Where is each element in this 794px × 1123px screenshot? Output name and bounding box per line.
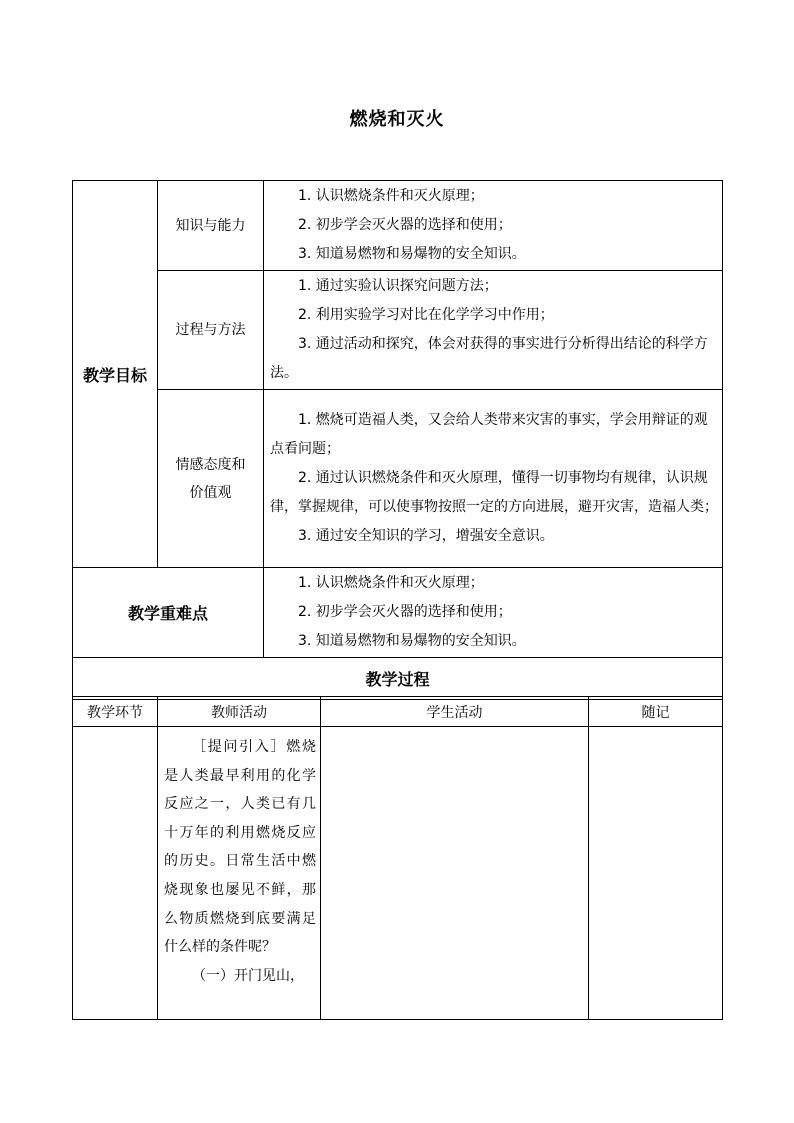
stage-cell bbox=[73, 727, 158, 1020]
list-item: 1. 燃烧可造福人类，又会给人类带来灾害的事实，学会用辩证的观点看问题； bbox=[270, 412, 708, 457]
document-title: 燃烧和灭火 bbox=[349, 109, 445, 130]
list-item: 2. 初步学会灭火器的选择和使用； bbox=[298, 604, 512, 620]
list-item: 1. 认识燃烧条件和灭火原理； bbox=[298, 575, 484, 591]
keypoints-items bbox=[264, 568, 723, 658]
student-activity-cell bbox=[321, 727, 589, 1020]
list-item: 2. 通过认识燃烧条件和灭火原理，懂得一切事物均有规律，认识规律，掌握规律，可以使事物按照一定的方向进展，避开灾害，造福人类； bbox=[270, 470, 718, 515]
list-item: 3. 通过安全知识的学习，增强安全意识。 bbox=[298, 528, 554, 544]
process-table bbox=[72, 696, 723, 1020]
emotion-items bbox=[264, 390, 723, 568]
goals-header: 教学目标 bbox=[73, 181, 158, 568]
process-items bbox=[264, 271, 723, 390]
col-header-student: 学生活动 bbox=[321, 697, 589, 727]
process-label: 过程与方法 bbox=[158, 271, 264, 390]
notes-cell bbox=[589, 727, 723, 1020]
teacher-text-2: （一）开门见山， bbox=[192, 967, 304, 984]
process-section-header: 教学过程 bbox=[73, 658, 723, 700]
list-item: 3. 知道易燃物和易爆物的安全知识。 bbox=[298, 246, 526, 262]
list-item: 2. 利用实验学习对比在化学学习中作用； bbox=[298, 307, 554, 323]
list-item: 3. 通过活动和探究，体会对获得的事实进行分析得出结论的科学方法。 bbox=[270, 336, 708, 381]
list-item: 1. 通过实验认识探究问题方法； bbox=[298, 278, 498, 294]
knowledge-label: 知识与能力 bbox=[158, 181, 264, 271]
emotion-label bbox=[158, 390, 264, 568]
list-item: 1. 认识燃烧条件和灭火原理； bbox=[298, 188, 484, 204]
goals-table bbox=[72, 180, 723, 700]
teacher-text: ［提问引入］燃烧是人类最早利用的化学反应之一，人类已有几十万年的利用燃烧反应的历史。日常生活中燃烧现象也屡见不鲜，那么物质燃烧到底要满足什么样的条件呢？ bbox=[164, 739, 316, 956]
col-header-stage: 教学环节 bbox=[73, 697, 158, 727]
emotion-label-line2: 价值观 bbox=[189, 484, 232, 501]
keypoints-header: 教学重难点 bbox=[73, 568, 264, 658]
col-header-teacher: 教师活动 bbox=[158, 697, 321, 727]
emotion-label-line1: 情感态度和 bbox=[175, 456, 246, 473]
col-header-notes: 随记 bbox=[589, 697, 723, 727]
list-item: 3. 知道易燃物和易爆物的安全知识。 bbox=[298, 633, 526, 649]
knowledge-items bbox=[264, 181, 723, 271]
list-item: 2. 初步学会灭火器的选择和使用； bbox=[298, 217, 512, 233]
teacher-activity-cell bbox=[158, 727, 321, 1020]
